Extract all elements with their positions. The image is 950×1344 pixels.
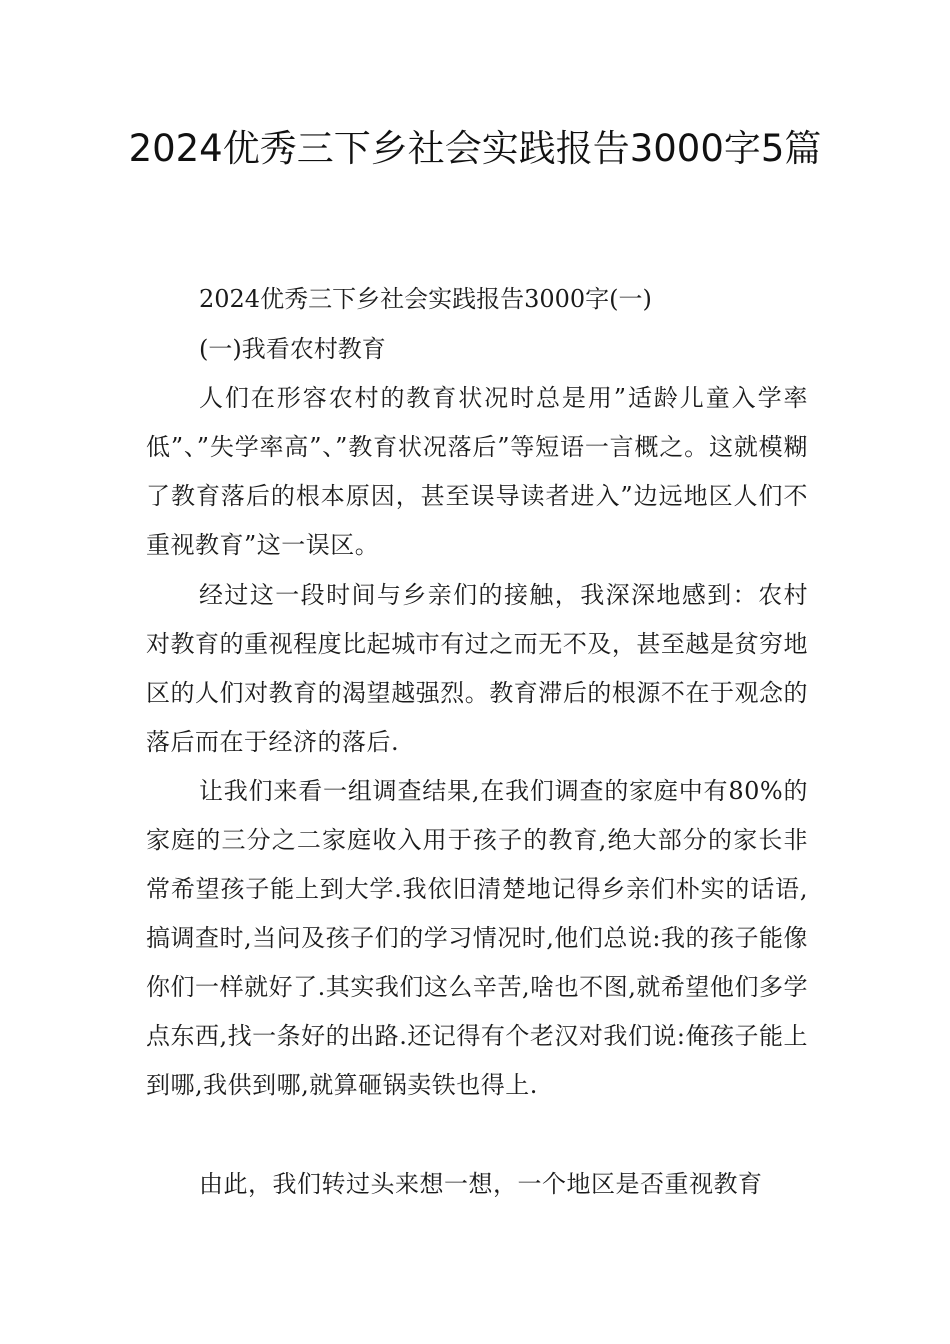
- paragraph-2: 经过这一段时间与乡亲们的接触，我深深地感到：农村对教育的重视程度比起城市有过之而无不及，甚至越是贫穷地区的人们对教育的渴望越强烈。教育滞后的根源不在于观念的落后而在于经济的落后.: [146, 581, 808, 756]
- subheading: (一)我看农村教育: [199, 335, 386, 363]
- paragraph-1: 人们在形容农村的教育状况时总是用”适龄儿童入学率低”、”失学率高”、”教育状况落后”等短语一言概之。这就模糊了教育落后的根本原因，甚至误导读者进入”边远地区人们不重视教育”这一误区。: [146, 384, 808, 559]
- paragraph-4: 由此，我们转过头来想一想，一个地区是否重视教育: [199, 1170, 763, 1198]
- document-title: 2024优秀三下乡社会实践报告3000字5篇: [128, 127, 822, 170]
- section-heading: 2024优秀三下乡社会实践报告3000字(一): [199, 285, 652, 313]
- paragraph-3: 让我们来看一组调查结果,在我们调查的家庭中有80%的家庭的三分之二家庭收入用于孩子的教育,绝大部分的家长非常希望孩子能上到大学.我依旧清楚地记得乡亲们朴实的话语,搞调查时,当问及孩子们的学习情况时,他们总说:我的孩子能像你们一样就好了.其实我们这么辛苦,啥也不图,就希望他们多学点东西,找一条好的出路.还记得有个老汉对我们说:俺孩子能上到哪,我供到哪,就算砸锅卖铁也得上.: [146, 777, 808, 1099]
